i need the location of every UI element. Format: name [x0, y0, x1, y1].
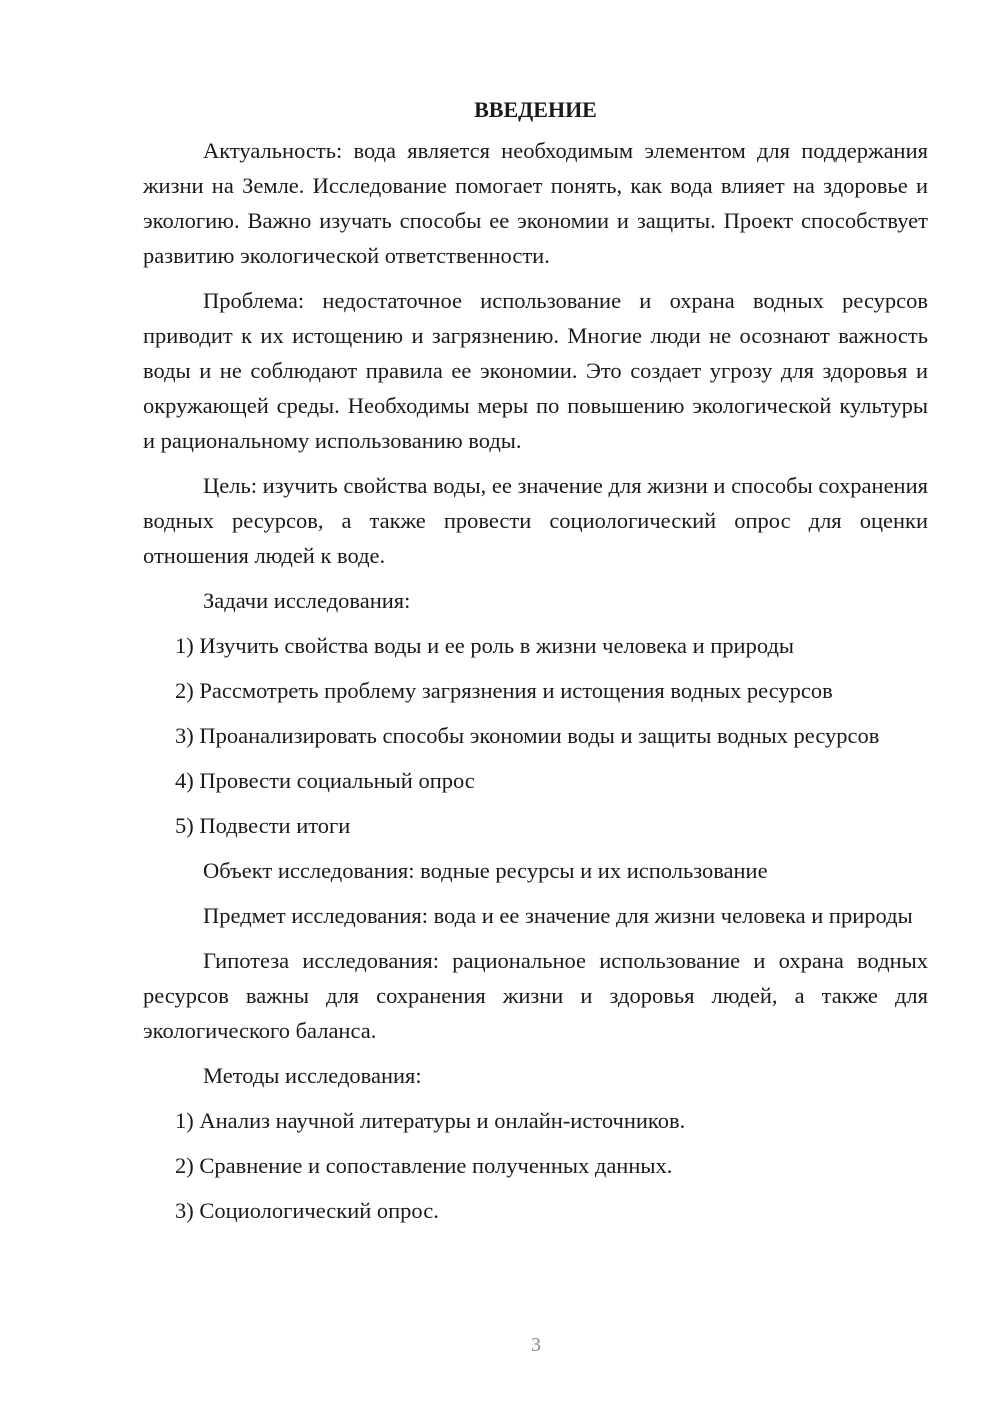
method-item: 1) Анализ научной литературы и онлайн-источников. [175, 1108, 686, 1133]
task-item: 3) Проанализировать способы экономии воды и защиты водных ресурсов [175, 723, 880, 748]
section-title: ВВЕДЕНИЕ [474, 97, 597, 122]
task-item: 2) Рассмотреть проблему загрязнения и истощения водных ресурсов [175, 678, 833, 703]
hypothesis-paragraph: Гипотеза исследования: рациональное использование и охрана водных ресурсов важны для сохранения жизни и здоровья людей, а также для экологического баланса. [143, 948, 928, 1043]
document-page [143, 92, 928, 1238]
method-item: 2) Сравнение и сопоставление полученных данных. [175, 1153, 673, 1178]
object-paragraph: Объект исследования: водные ресурсы и их использование [203, 858, 768, 883]
subject-paragraph: Предмет исследования: вода и ее значение для жизни человека и природы [203, 903, 913, 928]
tasks-heading: Задачи исследования: [203, 588, 411, 613]
task-item: 1) Изучить свойства воды и ее роль в жизни человека и природы [175, 633, 795, 658]
methods-heading: Методы исследования: [203, 1063, 422, 1088]
relevance-paragraph: Актуальность: вода является необходимым элементом для поддержания жизни на Земле. Исследование помогает понять, как вода влияет на здоровье и экологию. Важно изучать способы ее экономии и защиты. Проект способствует развитию экологической ответственности. [143, 138, 928, 268]
goal-paragraph: Цель: изучить свойства воды, ее значение для жизни и способы сохранения водных ресурсов, а также провести социологический опрос для оценки отношения людей к воде. [143, 473, 928, 568]
page-number: 3 [531, 1334, 541, 1356]
problem-paragraph: Проблема: недостаточное использование и охрана водных ресурсов приводит к их истощению и загрязнению. Многие люди не осознают важность воды и не соблюдают правила ее экономии. Это создает угрозу для здоровья и окружающей среды. Необходимы меры по повышению экологической культуры и рациональному использованию воды. [143, 288, 928, 453]
method-item: 3) Социологический опрос. [175, 1198, 439, 1223]
task-item: 5) Подвести итоги [175, 813, 351, 838]
task-item: 4) Провести социальный опрос [175, 768, 475, 793]
